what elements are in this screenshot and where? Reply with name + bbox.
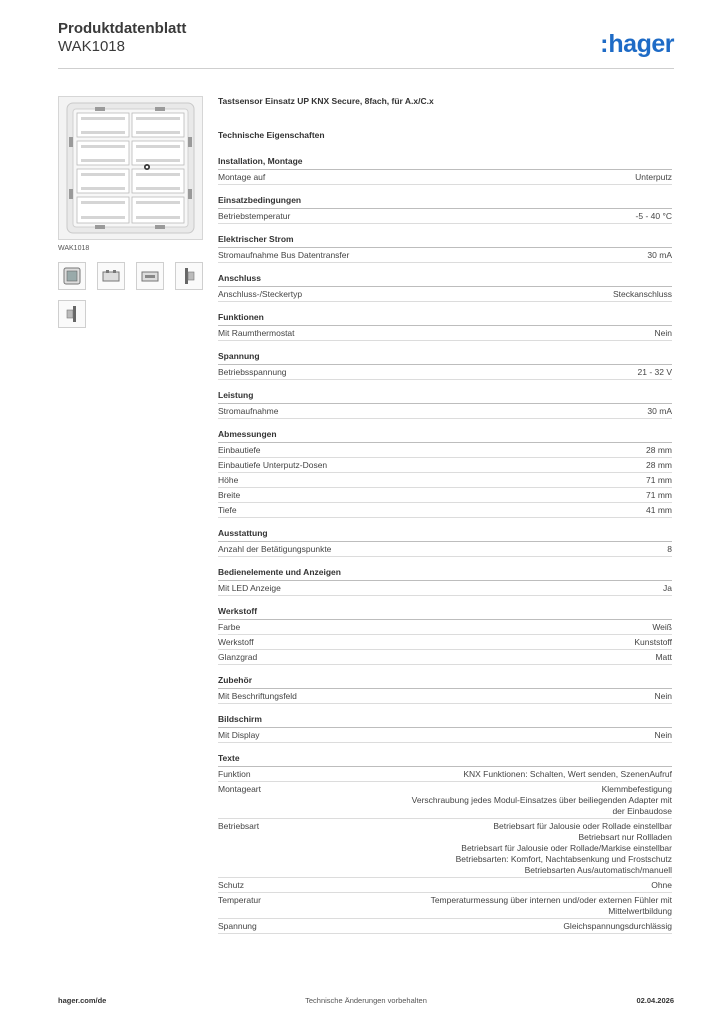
property-value-line: Ja bbox=[663, 583, 672, 593]
property-row bbox=[218, 209, 672, 224]
property-value bbox=[291, 583, 672, 594]
property-value-line: 71 mm bbox=[646, 490, 672, 500]
property-group bbox=[218, 351, 672, 380]
property-row bbox=[218, 819, 672, 878]
property-value bbox=[305, 328, 672, 339]
property-label: Mit LED Anzeige bbox=[218, 583, 281, 593]
property-group bbox=[218, 753, 672, 934]
document-title: Produktdatenblatt bbox=[58, 20, 187, 37]
property-value-line: Betriebsart nur Rollladen bbox=[578, 832, 672, 842]
property-value-line: 21 - 32 V bbox=[637, 367, 672, 377]
group-title: Ausstattung bbox=[218, 528, 672, 542]
footer-disclaimer: Technische Änderungen vorbehalten bbox=[305, 996, 427, 1005]
property-value-line: 71 mm bbox=[646, 475, 672, 485]
property-value-line: 30 mA bbox=[647, 406, 672, 416]
property-value-line: Steckanschluss bbox=[612, 289, 672, 299]
property-value-line: Temperaturmessung über internen und/oder externen Fühler mit bbox=[430, 895, 672, 905]
property-value-line: Nein bbox=[654, 691, 672, 701]
datasheet-content bbox=[218, 96, 672, 944]
property-row bbox=[218, 689, 672, 704]
property-row bbox=[218, 287, 672, 302]
property-value bbox=[250, 622, 672, 633]
group-title: Zubehör bbox=[218, 675, 672, 689]
property-value-line: 28 mm bbox=[646, 460, 672, 470]
property-row bbox=[218, 248, 672, 263]
property-row bbox=[218, 365, 672, 380]
property-label: Breite bbox=[218, 490, 241, 500]
group-title: Spannung bbox=[218, 351, 672, 365]
property-value bbox=[267, 652, 672, 663]
property-row bbox=[218, 581, 672, 596]
property-value bbox=[359, 250, 672, 261]
property-value-line: Kunststoff bbox=[634, 637, 672, 647]
front-view-icon bbox=[59, 263, 85, 289]
product-code: WAK1018 bbox=[58, 38, 125, 55]
property-row bbox=[218, 782, 672, 819]
property-value bbox=[337, 460, 672, 471]
group-title: Installation, Montage bbox=[218, 156, 672, 170]
property-value bbox=[248, 475, 672, 486]
property-group bbox=[218, 195, 672, 224]
property-label: Glanzgrad bbox=[218, 652, 258, 662]
property-value-line: Betriebsarten: Komfort, Nachtabsenkung und Frostschutz bbox=[455, 854, 672, 864]
product-image[interactable] bbox=[58, 96, 203, 240]
property-label: Spannung bbox=[218, 921, 257, 931]
property-group bbox=[218, 273, 672, 302]
property-value bbox=[269, 821, 672, 876]
property-value-line: 8 bbox=[667, 544, 672, 554]
bottom-view-icon bbox=[137, 263, 163, 289]
property-value-line: Gleichspannungsdurchlässig bbox=[563, 921, 672, 931]
property-row bbox=[218, 170, 672, 185]
property-group bbox=[218, 156, 672, 185]
property-label: Werkstoff bbox=[218, 637, 254, 647]
thumbnail-side[interactable] bbox=[175, 262, 203, 290]
property-label: Funktion bbox=[218, 769, 251, 779]
property-value bbox=[271, 445, 672, 456]
group-title: Leistung bbox=[218, 390, 672, 404]
property-group bbox=[218, 390, 672, 419]
property-value bbox=[270, 730, 672, 741]
property-value bbox=[341, 544, 672, 555]
property-row bbox=[218, 650, 672, 665]
property-label: Tiefe bbox=[218, 505, 237, 515]
property-row bbox=[218, 878, 672, 893]
property-value-line: Nein bbox=[654, 328, 672, 338]
property-value-line: Matt bbox=[655, 652, 672, 662]
property-value-line: der Einbaudose bbox=[612, 806, 672, 816]
property-value-line: 30 mA bbox=[647, 250, 672, 260]
group-title: Elektrischer Strom bbox=[218, 234, 672, 248]
property-value-line: Betriebsart für Jalousie oder Rollade einstellbar bbox=[493, 821, 672, 831]
thumbnail-bottom[interactable] bbox=[136, 262, 164, 290]
group-title: Funktionen bbox=[218, 312, 672, 326]
property-groups bbox=[218, 156, 672, 934]
property-label: Montageart bbox=[218, 784, 261, 794]
property-value-line: Verschraubung jedes Modul-Einsatzes über beiliegenden Adapter mit bbox=[411, 795, 672, 805]
property-value bbox=[271, 895, 672, 917]
property-label: Temperatur bbox=[218, 895, 261, 905]
thumbnail-front[interactable] bbox=[58, 262, 86, 290]
property-row bbox=[218, 893, 672, 919]
property-value bbox=[247, 505, 672, 516]
group-title: Abmessungen bbox=[218, 429, 672, 443]
property-value-line: 41 mm bbox=[646, 505, 672, 515]
property-group bbox=[218, 429, 672, 518]
property-value bbox=[254, 880, 672, 891]
property-row bbox=[218, 488, 672, 503]
logo-colon: : bbox=[600, 30, 609, 58]
property-value-line: Mittelwertbildung bbox=[608, 906, 672, 916]
property-value-line: Betriebsart für Jalousie oder Rollade/Markise einstellbar bbox=[461, 843, 672, 853]
property-row bbox=[218, 919, 672, 934]
property-group bbox=[218, 606, 672, 665]
property-value-line: -5 - 40 °C bbox=[635, 211, 672, 221]
header-divider bbox=[58, 68, 674, 69]
property-row bbox=[218, 767, 672, 782]
property-value-line: KNX Funktionen: Schalten, Wert senden, SzenenAufruf bbox=[463, 769, 672, 779]
property-label: Einbautiefe bbox=[218, 445, 261, 455]
property-row bbox=[218, 473, 672, 488]
page-header bbox=[58, 20, 186, 56]
property-label: Anschluss-/Steckertyp bbox=[218, 289, 303, 299]
property-label: Mit Beschriftungsfeld bbox=[218, 691, 297, 701]
property-value bbox=[264, 637, 672, 648]
group-title: Einsatzbedingungen bbox=[218, 195, 672, 209]
thumbnail-top[interactable] bbox=[97, 262, 125, 290]
footer-website[interactable]: hager.com/de bbox=[58, 996, 107, 1005]
property-label: Schutz bbox=[218, 880, 244, 890]
property-value bbox=[312, 289, 672, 300]
hager-logo[interactable] bbox=[600, 30, 674, 59]
group-title: Werkstoff bbox=[218, 606, 672, 620]
footer-date: 02.04.2026 bbox=[636, 996, 674, 1005]
property-group bbox=[218, 528, 672, 557]
property-value bbox=[267, 921, 672, 932]
property-group bbox=[218, 234, 672, 263]
property-value bbox=[250, 490, 672, 501]
property-label: Höhe bbox=[218, 475, 239, 485]
property-row bbox=[218, 620, 672, 635]
top-view-icon bbox=[98, 263, 124, 289]
property-row bbox=[218, 635, 672, 650]
property-label: Anzahl der Betätigungspunkte bbox=[218, 544, 332, 554]
property-label: Betriebstemperatur bbox=[218, 211, 291, 221]
property-row bbox=[218, 458, 672, 473]
property-label: Betriebsspannung bbox=[218, 367, 287, 377]
property-label: Einbautiefe Unterputz-Dosen bbox=[218, 460, 328, 470]
group-title: Bedienelemente und Anzeigen bbox=[218, 567, 672, 581]
side-view-icon bbox=[176, 263, 202, 289]
group-title: Anschluss bbox=[218, 273, 672, 287]
property-value bbox=[297, 367, 672, 378]
property-value bbox=[261, 769, 672, 780]
property-row bbox=[218, 326, 672, 341]
property-group bbox=[218, 714, 672, 743]
property-value-line: Unterputz bbox=[635, 172, 672, 182]
product-name: Tastsensor Einsatz UP KNX Secure, 8fach, für A.x/C.x bbox=[218, 96, 434, 106]
property-group bbox=[218, 567, 672, 596]
property-row bbox=[218, 728, 672, 743]
property-label: Stromaufnahme bbox=[218, 406, 279, 416]
property-value bbox=[288, 406, 672, 417]
property-label: Mit Raumthermostat bbox=[218, 328, 295, 338]
group-title: Bildschirm bbox=[218, 714, 672, 728]
group-title: Texte bbox=[218, 753, 672, 767]
image-caption: WAK1018 bbox=[58, 245, 90, 252]
property-value-line: Betriebsarten Aus/automatisch/manuell bbox=[524, 865, 672, 875]
thumbnail-profile[interactable] bbox=[58, 300, 86, 328]
property-value-line: 28 mm bbox=[646, 445, 672, 455]
technical-properties-heading: Technische Eigenschaften bbox=[218, 130, 325, 140]
product-photo-icon bbox=[59, 97, 202, 239]
property-row bbox=[218, 443, 672, 458]
property-value bbox=[271, 784, 672, 817]
property-value bbox=[275, 172, 672, 183]
property-value bbox=[300, 211, 672, 222]
property-row bbox=[218, 404, 672, 419]
property-row bbox=[218, 503, 672, 518]
property-label: Betriebsart bbox=[218, 821, 260, 831]
property-row bbox=[218, 542, 672, 557]
side-profile-icon bbox=[59, 301, 85, 327]
property-label: Farbe bbox=[218, 622, 241, 632]
property-value-line: Klemmbefestigung bbox=[601, 784, 672, 794]
logo-text: hager bbox=[608, 30, 674, 58]
property-label: Mit Display bbox=[218, 730, 260, 740]
property-label: Stromaufnahme Bus Datentransfer bbox=[218, 250, 350, 260]
property-value-line: Ohne bbox=[651, 880, 672, 890]
property-label: Montage auf bbox=[218, 172, 266, 182]
property-value-line: Weiß bbox=[652, 622, 672, 632]
property-group bbox=[218, 312, 672, 341]
property-group bbox=[218, 675, 672, 704]
property-value-line: Nein bbox=[654, 730, 672, 740]
property-value bbox=[307, 691, 672, 702]
